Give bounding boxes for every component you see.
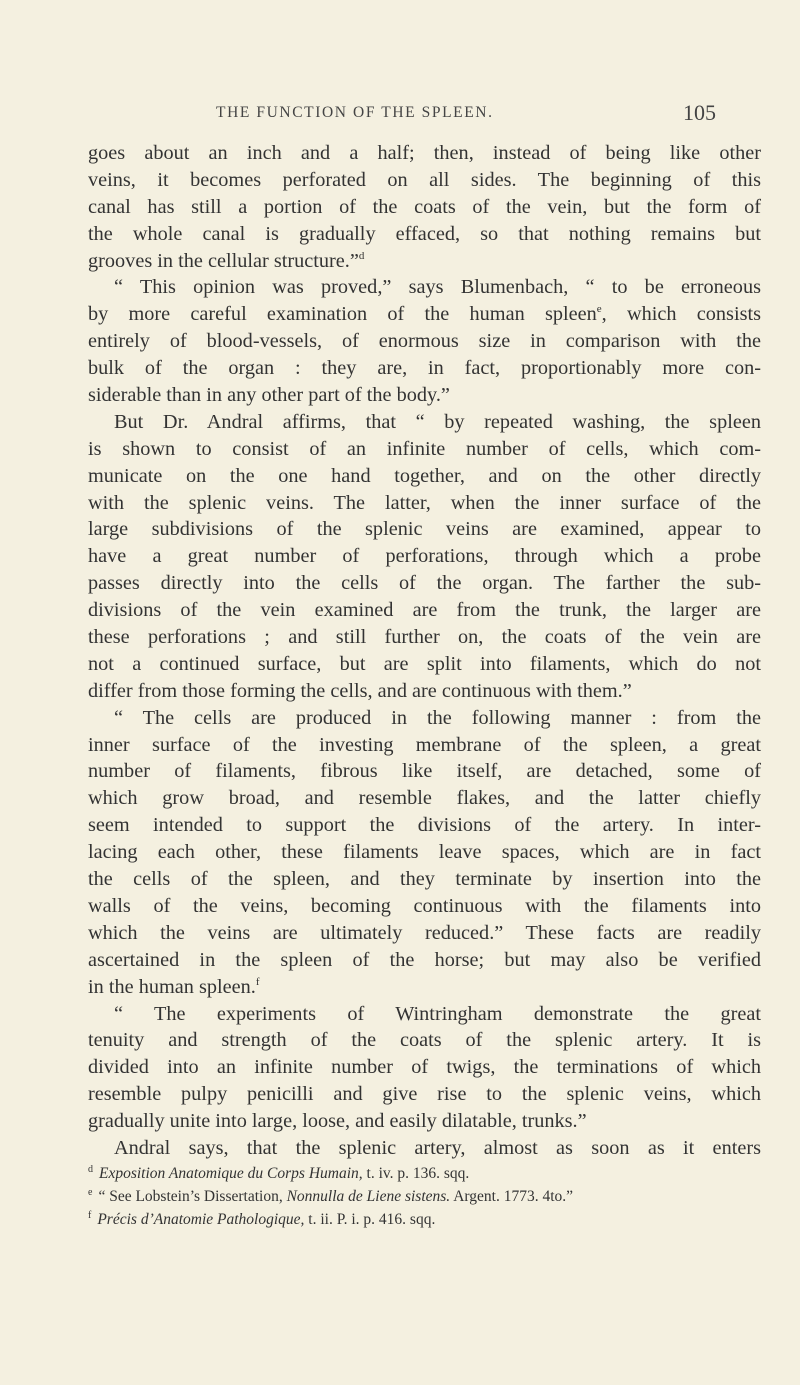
text-line	[88, 1135, 761, 1162]
line-text: is shown to consist of an infinite number of cells, which com-	[88, 437, 761, 460]
line-text: gradually unite into large, loose, and easily dilatable, trunks.”	[88, 1110, 587, 1133]
text-line	[88, 328, 761, 355]
line-text: passes directly into the cells of the organ. The farther the sub-	[88, 572, 761, 595]
text-line	[88, 543, 761, 570]
line-text: these perforations ; and still further on, the coats of the vein are	[88, 626, 761, 649]
line-text: “ The experiments of Wintringham demonstrate the great	[114, 1002, 761, 1025]
text-line	[88, 570, 761, 597]
line-text: number of filaments, fibrous like itself, are detached, some of	[88, 760, 761, 783]
line-text: which grow broad, and resemble flakes, and the latter chiefly	[88, 787, 761, 810]
footnote	[88, 1208, 761, 1231]
text-line	[88, 624, 761, 651]
line-text: goes about an inch and a half; then, instead of being like other	[88, 142, 761, 164]
text-line	[88, 732, 761, 759]
footnote-title: Nonnulla de Liene sistens.	[286, 1188, 451, 1205]
text-line	[88, 221, 761, 248]
footnote-text: t. iv. p. 136. sqq.	[362, 1165, 470, 1182]
line-text: with the splenic veins. The latter, when the inner surface of the	[88, 491, 761, 514]
line-text: the whole canal is gradually effaced, so that nothing remains but	[88, 222, 761, 245]
text-line	[88, 248, 761, 275]
text-line	[88, 1001, 761, 1028]
text-line	[88, 893, 761, 920]
page-number: 105	[683, 100, 716, 125]
footnote-text: “ See Lobstein’s Dissertation,	[98, 1188, 287, 1205]
line-text: not a continued surface, but are split into filaments, which do not	[88, 652, 761, 675]
text-line	[88, 597, 761, 624]
line-text: differ from those forming the cells, and are continuous with them.”	[88, 679, 632, 702]
footnote-text: t. ii. P. i. p. 416. sqq.	[304, 1211, 436, 1228]
text-line	[88, 920, 761, 947]
text-line	[88, 1108, 761, 1135]
line-text: veins, it becomes perforated on all sides. The beginning of this	[88, 168, 761, 191]
text-line	[88, 1081, 761, 1108]
line-text: canal has still a portion of the coats of the vein, but the form of	[88, 195, 761, 218]
text-line	[88, 274, 761, 301]
line-text: the cells of the spleen, and they terminate by insertion into the	[88, 868, 761, 891]
text-line	[88, 866, 761, 893]
footnote-reference: f	[255, 975, 260, 988]
running-header	[0, 100, 800, 132]
line-text: divisions of the vein examined are from the trunk, the larger are	[88, 599, 761, 622]
line-text: by more careful examination of the human spleen	[88, 303, 597, 326]
line-text: tenuity and strength of the coats of the splenic artery. It is	[88, 1029, 761, 1052]
footnote-text: Argent. 1773. 4to.”	[450, 1188, 574, 1205]
footnote-title: Précis d’Anatomie Pathologique,	[97, 1211, 305, 1228]
text-line	[88, 678, 761, 705]
text-line	[88, 194, 761, 221]
text-line	[88, 463, 761, 490]
line-text: “ The cells are produced in the following manner : from the	[114, 706, 761, 729]
text-line	[88, 758, 761, 785]
body-text	[88, 140, 761, 1162]
text-line	[88, 705, 761, 732]
footnote-reference: d	[358, 249, 365, 262]
footnote-mark: f	[88, 1209, 92, 1221]
footnote-mark: d	[88, 1163, 93, 1175]
footnote-reference: e	[596, 303, 602, 316]
text-line	[88, 651, 761, 678]
line-text: large subdivisions of the splenic veins are examined, appear to	[88, 518, 761, 541]
text-line	[88, 1027, 761, 1054]
text-line	[88, 839, 761, 866]
line-text: divided into an infinite number of twigs, the terminations of which	[88, 1056, 761, 1079]
text-line	[88, 1054, 761, 1081]
line-text: walls of the veins, becoming continuous with the filaments into	[88, 894, 761, 917]
footnote-mark: e	[88, 1186, 93, 1198]
running-title: THE FUNCTION OF THE SPLEEN.	[216, 104, 494, 121]
line-text: have a great number of perforations, through which a probe	[88, 545, 761, 568]
line-text: bulk of the organ : they are, in fact, proportionably more con-	[88, 357, 761, 380]
line-text: lacing each other, these filaments leave spaces, which are in fact	[88, 841, 761, 864]
line-text: entirely of blood-vessels, of enormous size in comparison with the	[88, 330, 761, 353]
text-line	[88, 301, 761, 328]
text-line	[88, 947, 761, 974]
line-text: resemble pulpy penicilli and give rise to the splenic veins, which	[88, 1083, 761, 1106]
line-text: ascertained in the spleen of the horse; but may also be verified	[88, 948, 761, 971]
text-line	[88, 409, 761, 436]
text-line	[88, 382, 761, 409]
text-line	[88, 974, 761, 1001]
line-text: Andral says, that the splenic artery, almost as soon as it enters	[114, 1136, 761, 1159]
text-line	[88, 785, 761, 812]
footnote	[88, 1162, 761, 1185]
line-text: “ This opinion was proved,” says Blumenbach, “ to be erroneous	[114, 276, 761, 299]
text-line	[88, 167, 761, 194]
text-line	[88, 436, 761, 463]
line-text: siderable than in any other part of the body.”	[88, 384, 450, 407]
line-text: inner surface of the investing membrane of the spleen, a great	[88, 733, 761, 756]
line-text: grooves in the cellular structure.”	[88, 249, 359, 272]
text-line	[88, 516, 761, 543]
line-text: , which consists	[601, 303, 761, 326]
footnote-title: Exposition Anatomique du Corps Humain,	[99, 1165, 363, 1182]
text-line	[88, 140, 761, 167]
line-text: municate on the one hand together, and on the other directly	[88, 464, 761, 487]
footnote	[88, 1185, 761, 1208]
line-text: But Dr. Andral affirms, that “ by repeated washing, the spleen	[114, 410, 761, 433]
text-line	[88, 490, 761, 517]
line-text: which the veins are ultimately reduced.” These facts are readily	[88, 921, 761, 944]
text-line	[88, 812, 761, 839]
line-text: seem intended to support the divisions of the artery. In inter-	[88, 814, 761, 837]
footnotes	[88, 1162, 761, 1231]
line-text: in the human spleen.	[88, 975, 256, 998]
text-line	[88, 355, 761, 382]
